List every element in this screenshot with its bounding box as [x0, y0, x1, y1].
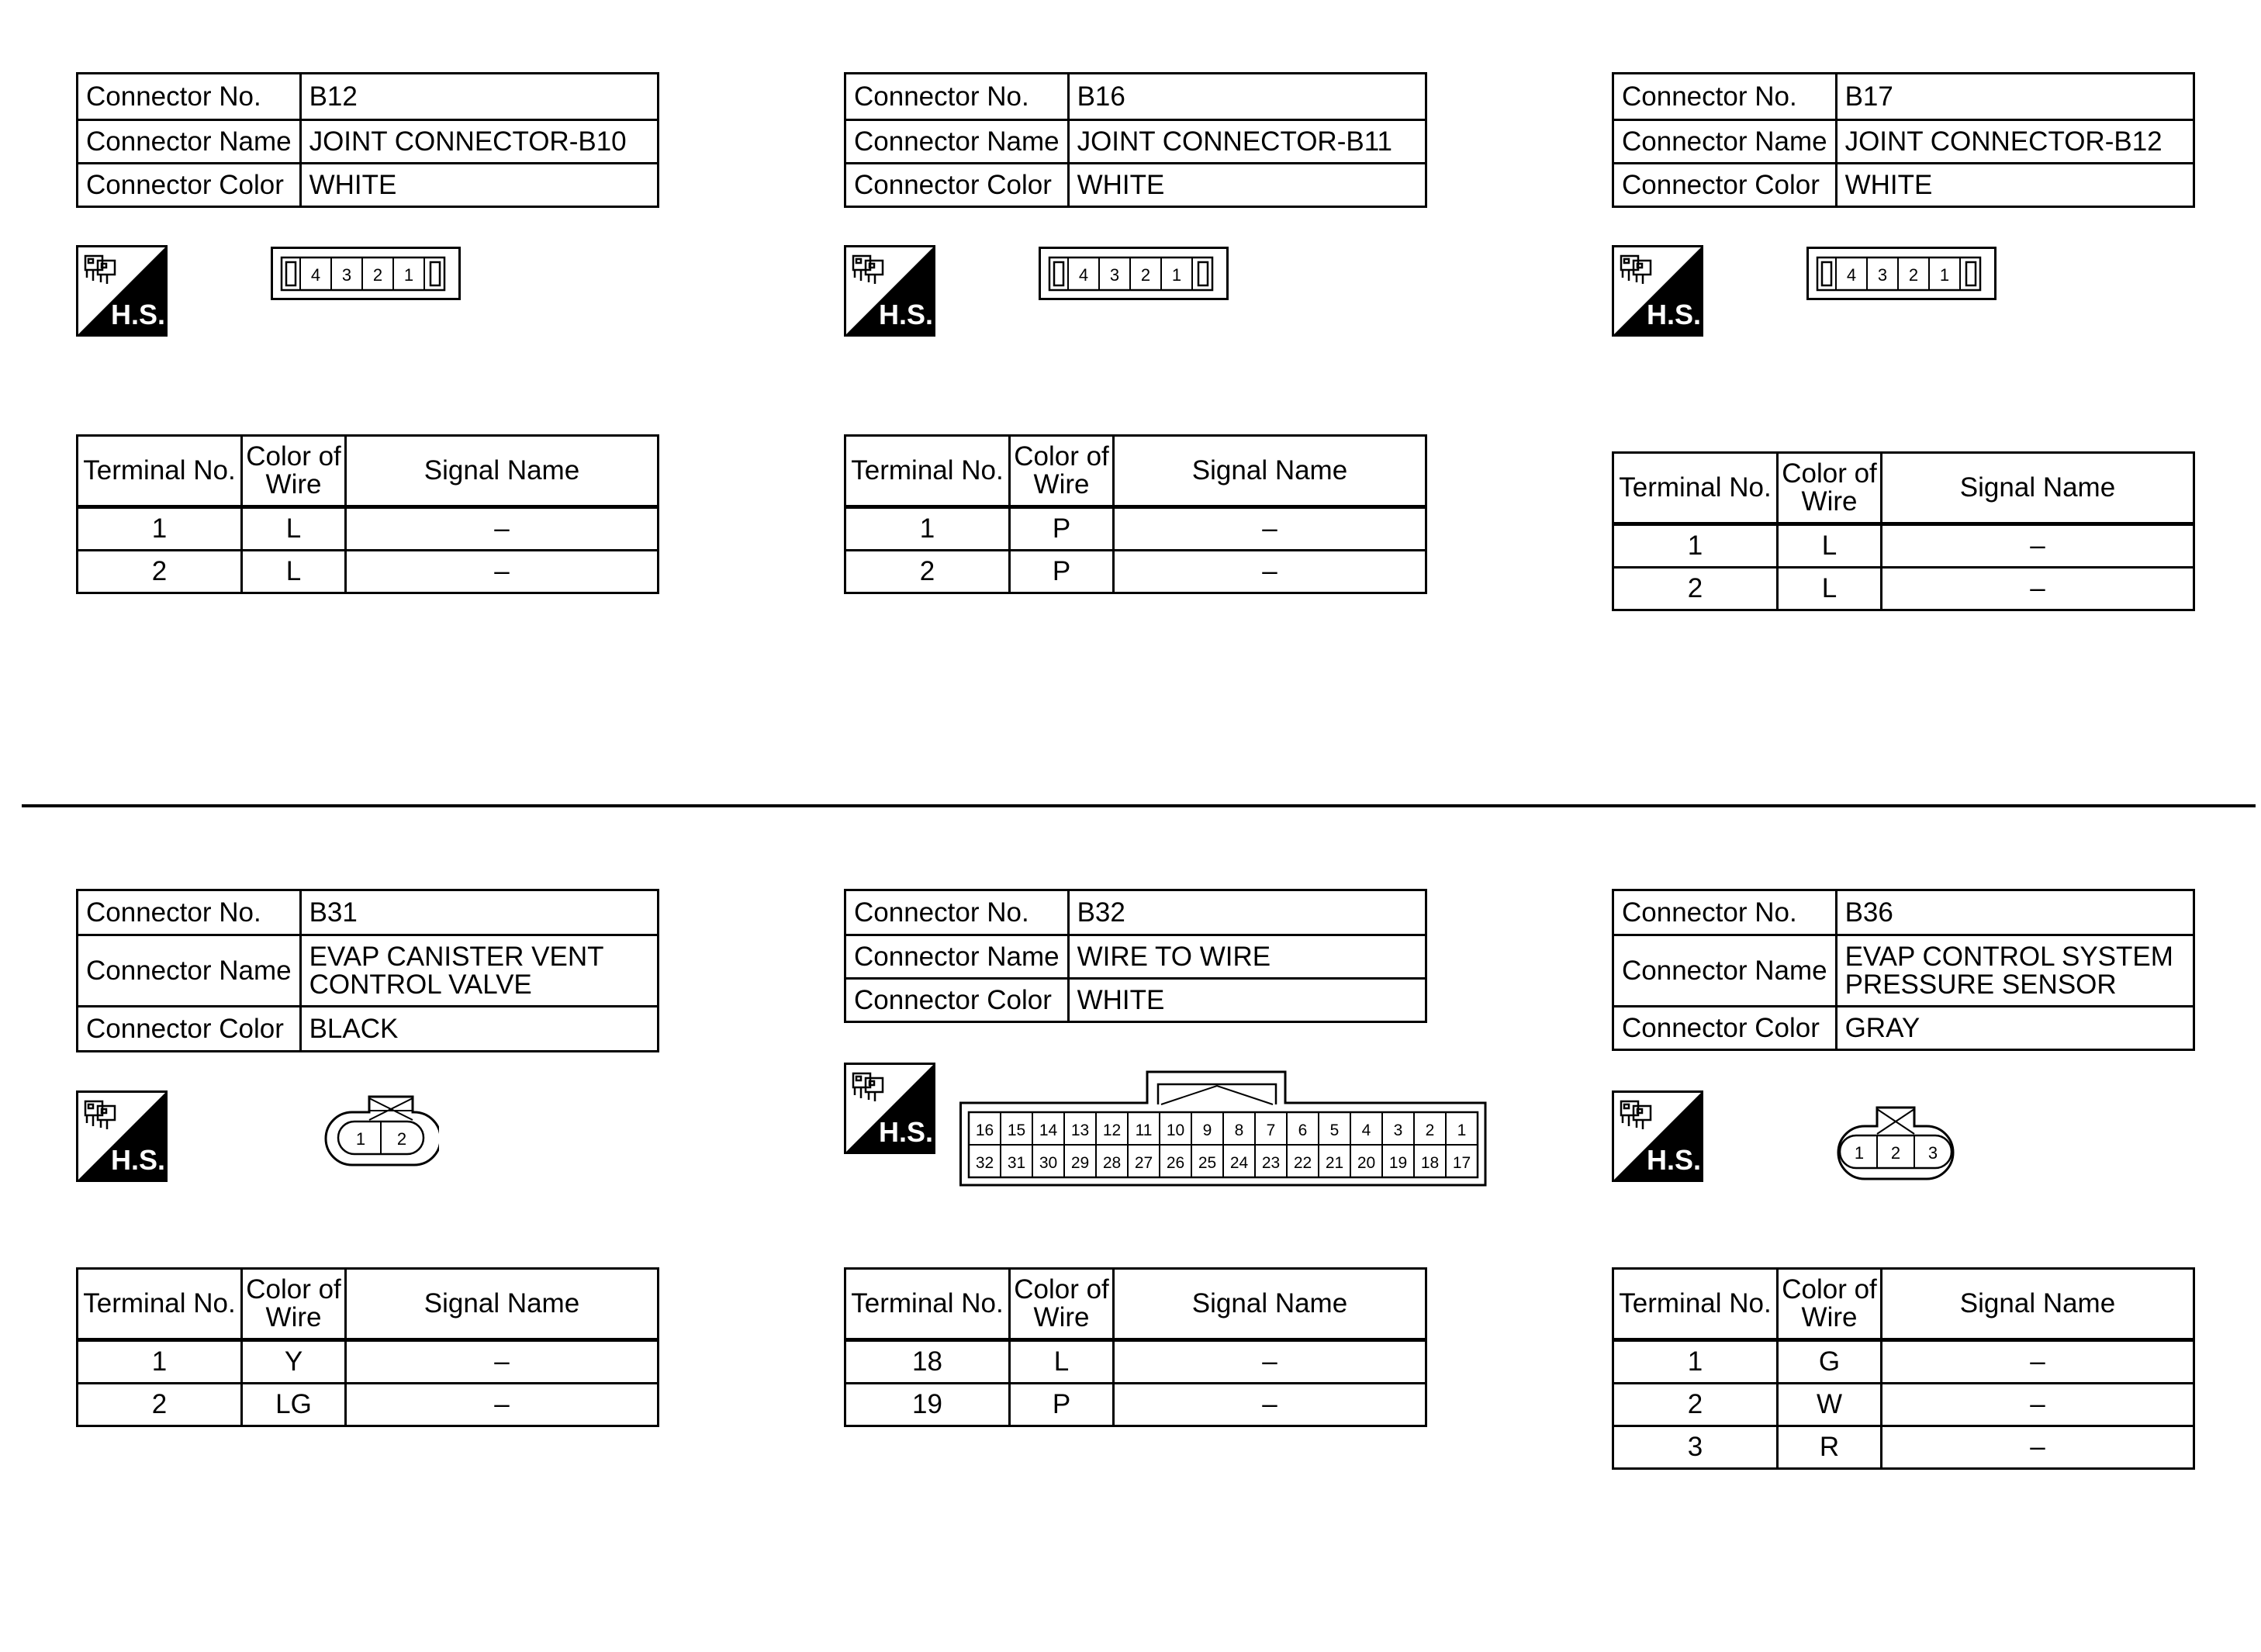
svg-text:H.S.: H.S.: [110, 299, 166, 330]
terminal-table: [1612, 451, 2195, 611]
pin-label: 7: [1266, 1121, 1276, 1139]
connector-face-2pin: [323, 1090, 439, 1168]
connector-color-value: GRAY: [1836, 1007, 2194, 1050]
connector-color-value: WHITE: [1068, 979, 1426, 1022]
color-of-wire-header: Color of Wire: [242, 1269, 346, 1340]
pin-label: 23: [1261, 1154, 1281, 1172]
connector-no-label: Connector No.: [845, 890, 1069, 935]
terminal-cell: 2: [78, 551, 242, 593]
connector-info-table: [76, 72, 659, 208]
connector-info-table: [844, 72, 1427, 208]
connector-color-value: WHITE: [300, 164, 658, 207]
connector-info-table: [1612, 72, 2195, 208]
signal-name-header: Signal Name: [1114, 1269, 1426, 1340]
connector-color-label: Connector Color: [78, 1007, 301, 1052]
harness-side-icon: [1612, 245, 1703, 337]
wire-color-cell: L: [242, 551, 346, 593]
section-divider: [22, 804, 2256, 807]
pin-label: 6: [1298, 1121, 1308, 1139]
pin-label: 13: [1070, 1121, 1090, 1139]
connector-info-table: [844, 889, 1427, 1023]
signal-name-header: Signal Name: [1882, 453, 2194, 524]
terminal-cell: 1: [1613, 524, 1778, 568]
pin-label: 3: [1109, 265, 1120, 285]
connector-color-value: BLACK: [300, 1007, 658, 1052]
table-row: [78, 1384, 659, 1426]
pin-label: 1: [1854, 1143, 1865, 1163]
wire-color-cell: P: [1010, 1384, 1114, 1426]
pin-label: 20: [1357, 1154, 1376, 1172]
connector-color-value: WHITE: [1836, 164, 2194, 207]
connector-no-label: Connector No.: [78, 890, 301, 935]
wire-color-cell: LG: [242, 1384, 346, 1426]
harness-side-icon: [1612, 1090, 1703, 1182]
pin-label: 4: [1361, 1121, 1371, 1139]
connector-name-label: Connector Name: [845, 120, 1069, 164]
connector-no-label: Connector No.: [1613, 74, 1837, 120]
terminal-cell: 2: [1613, 568, 1778, 610]
table-row: [1613, 524, 2194, 568]
pin-label: 1: [403, 265, 414, 285]
pin-label: 4: [1846, 265, 1857, 285]
pin-label: 16: [975, 1121, 994, 1139]
wire-color-cell: L: [1778, 524, 1882, 568]
connector-color-value: WHITE: [1068, 164, 1426, 207]
pin-label: 8: [1234, 1121, 1244, 1139]
table-row: [845, 551, 1426, 593]
wire-color-cell: P: [1010, 507, 1114, 551]
connector-face-4pin: [271, 247, 461, 302]
connector-info-table: [76, 889, 659, 1052]
connector-name-value: JOINT CONNECTOR-B12: [1836, 120, 2194, 164]
table-row: [1613, 568, 2194, 610]
pin-label: 4: [310, 265, 321, 285]
svg-text:H.S.: H.S.: [1646, 299, 1702, 330]
pin-label: 1: [355, 1129, 366, 1149]
wire-color-cell: R: [1778, 1426, 1882, 1469]
table-row: [845, 1340, 1426, 1384]
signal-cell: –: [346, 507, 659, 551]
connector-no-value: B36: [1836, 890, 2194, 935]
pin-label: 2: [1890, 1143, 1901, 1163]
connector-no-value: B31: [300, 890, 658, 935]
harness-side-icon: [844, 1063, 935, 1154]
signal-cell: –: [1882, 524, 2194, 568]
terminal-no-header: Terminal No.: [845, 1269, 1010, 1340]
pin-label: 1: [1457, 1121, 1467, 1139]
wire-color-cell: Y: [242, 1340, 346, 1384]
signal-cell: –: [1114, 1340, 1426, 1384]
pin-label: 1: [1939, 265, 1950, 285]
pin-label: 3: [1877, 265, 1888, 285]
connector-name-label: Connector Name: [1613, 935, 1837, 1007]
terminal-table: [844, 434, 1427, 594]
svg-text:H.S.: H.S.: [1646, 1144, 1702, 1176]
signal-name-header: Signal Name: [1114, 436, 1426, 507]
terminal-no-header: Terminal No.: [1613, 1269, 1778, 1340]
signal-name-header: Signal Name: [346, 436, 659, 507]
pin-label: 17: [1452, 1154, 1471, 1172]
connector-face-4pin: [1806, 247, 1997, 302]
connector-no-label: Connector No.: [1613, 890, 1837, 935]
pin-label: 26: [1166, 1154, 1185, 1172]
wire-color-cell: L: [242, 507, 346, 551]
signal-cell: –: [346, 1340, 659, 1384]
terminal-no-header: Terminal No.: [845, 436, 1010, 507]
pin-label: 21: [1325, 1154, 1344, 1172]
table-row: [1613, 1340, 2194, 1384]
pin-label: 14: [1039, 1121, 1058, 1139]
terminal-cell: 1: [1613, 1340, 1778, 1384]
wire-color-cell: P: [1010, 551, 1114, 593]
terminal-table: [76, 1267, 659, 1427]
table-row: [78, 1340, 659, 1384]
pin-label: 32: [975, 1154, 994, 1172]
signal-cell: –: [1114, 507, 1426, 551]
signal-cell: –: [346, 551, 659, 593]
pin-label: 24: [1229, 1154, 1249, 1172]
pin-label: 2: [1908, 265, 1919, 285]
svg-text:H.S.: H.S.: [110, 1144, 166, 1176]
pin-label: 4: [1078, 265, 1089, 285]
pin-label: 27: [1134, 1154, 1153, 1172]
pin-label: 2: [1140, 265, 1151, 285]
pin-label: 9: [1202, 1121, 1212, 1139]
color-of-wire-header: Color of Wire: [1778, 1269, 1882, 1340]
pin-label: 2: [372, 265, 383, 285]
pin-label: 3: [341, 265, 352, 285]
connector-name-value: JOINT CONNECTOR-B10: [300, 120, 658, 164]
color-of-wire-header: Color of Wire: [242, 436, 346, 507]
connector-name-value: JOINT CONNECTOR-B11: [1068, 120, 1426, 164]
pin-label: 5: [1329, 1121, 1340, 1139]
signal-cell: –: [1882, 1340, 2194, 1384]
terminal-cell: 2: [78, 1384, 242, 1426]
signal-cell: –: [1114, 551, 1426, 593]
connector-color-label: Connector Color: [845, 164, 1069, 207]
connector-no-value: B32: [1068, 890, 1426, 935]
connector-no-value: B12: [300, 74, 658, 120]
terminal-cell: 2: [1613, 1384, 1778, 1426]
pin-label: 11: [1135, 1121, 1153, 1139]
pin-label: 3: [1927, 1143, 1938, 1163]
terminal-cell: 1: [78, 507, 242, 551]
pin-label: 31: [1007, 1154, 1026, 1172]
color-of-wire-header: Color of Wire: [1778, 453, 1882, 524]
terminal-cell: 19: [845, 1384, 1010, 1426]
terminal-cell: 2: [845, 551, 1010, 593]
connector-name-label: Connector Name: [78, 935, 301, 1007]
signal-name-header: Signal Name: [346, 1269, 659, 1340]
wire-color-cell: W: [1778, 1384, 1882, 1426]
table-row: [78, 551, 659, 593]
connector-no-label: Connector No.: [845, 74, 1069, 120]
connector-name-label: Connector Name: [845, 935, 1069, 979]
pin-label: 15: [1007, 1121, 1026, 1139]
pin-label: 19: [1388, 1154, 1408, 1172]
signal-cell: –: [1882, 1384, 2194, 1426]
signal-cell: –: [1882, 1426, 2194, 1469]
connector-name-value: WIRE TO WIRE: [1068, 935, 1426, 979]
connector-face-4pin: [1039, 247, 1229, 302]
color-of-wire-header: Color of Wire: [1010, 436, 1114, 507]
connector-name-label: Connector Name: [1613, 120, 1837, 164]
connector-name-label: Connector Name: [78, 120, 301, 164]
pin-label: 22: [1293, 1154, 1312, 1172]
svg-text:H.S.: H.S.: [878, 1116, 934, 1148]
table-row: [1613, 1426, 2194, 1469]
color-of-wire-header: Color of Wire: [1010, 1269, 1114, 1340]
connector-info-table: [1612, 889, 2195, 1051]
connector-color-label: Connector Color: [1613, 164, 1837, 207]
table-row: [1613, 1384, 2194, 1426]
terminal-table: [1612, 1267, 2195, 1470]
pin-label: 12: [1102, 1121, 1122, 1139]
table-row: [845, 1384, 1426, 1426]
table-row: [845, 507, 1426, 551]
connector-face-3pin: [1826, 1104, 1965, 1182]
wire-color-cell: L: [1010, 1340, 1114, 1384]
harness-side-icon: [844, 245, 935, 337]
pin-label: 30: [1039, 1154, 1058, 1172]
pin-label: 1: [1171, 265, 1182, 285]
pin-label: 10: [1166, 1121, 1185, 1139]
pin-label: 29: [1070, 1154, 1090, 1172]
connector-no-label: Connector No.: [78, 74, 301, 120]
signal-cell: –: [1882, 568, 2194, 610]
connector-no-value: B16: [1068, 74, 1426, 120]
connector-no-value: B17: [1836, 74, 2194, 120]
signal-cell: –: [1114, 1384, 1426, 1426]
pin-label: 18: [1420, 1154, 1440, 1172]
terminal-cell: 1: [845, 507, 1010, 551]
terminal-cell: 18: [845, 1340, 1010, 1384]
svg-text:H.S.: H.S.: [878, 299, 934, 330]
connector-color-label: Connector Color: [845, 979, 1069, 1022]
terminal-table: [76, 434, 659, 594]
pin-label: 25: [1198, 1154, 1217, 1172]
connector-name-value: EVAP CONTROL SYSTEM PRESSURE SENSOR: [1836, 935, 2194, 1007]
signal-cell: –: [346, 1384, 659, 1426]
signal-name-header: Signal Name: [1882, 1269, 2194, 1340]
connector-color-label: Connector Color: [1613, 1007, 1837, 1050]
pin-label: 28: [1102, 1154, 1122, 1172]
pin-label: 2: [1425, 1121, 1435, 1139]
harness-side-icon: [76, 245, 168, 337]
wire-color-cell: G: [1778, 1340, 1882, 1384]
terminal-table: [844, 1267, 1427, 1427]
connector-color-label: Connector Color: [78, 164, 301, 207]
table-row: [78, 507, 659, 551]
terminal-no-header: Terminal No.: [78, 436, 242, 507]
wire-color-cell: L: [1778, 568, 1882, 610]
connector-face-32pin: [959, 1070, 1487, 1187]
terminal-cell: 3: [1613, 1426, 1778, 1469]
pin-label: 2: [396, 1129, 407, 1149]
pin-label: 3: [1393, 1121, 1403, 1139]
harness-side-icon: [76, 1090, 168, 1182]
terminal-no-header: Terminal No.: [78, 1269, 242, 1340]
connector-name-value: EVAP CANISTER VENT CONTROL VALVE: [300, 935, 658, 1007]
terminal-no-header: Terminal No.: [1613, 453, 1778, 524]
terminal-cell: 1: [78, 1340, 242, 1384]
